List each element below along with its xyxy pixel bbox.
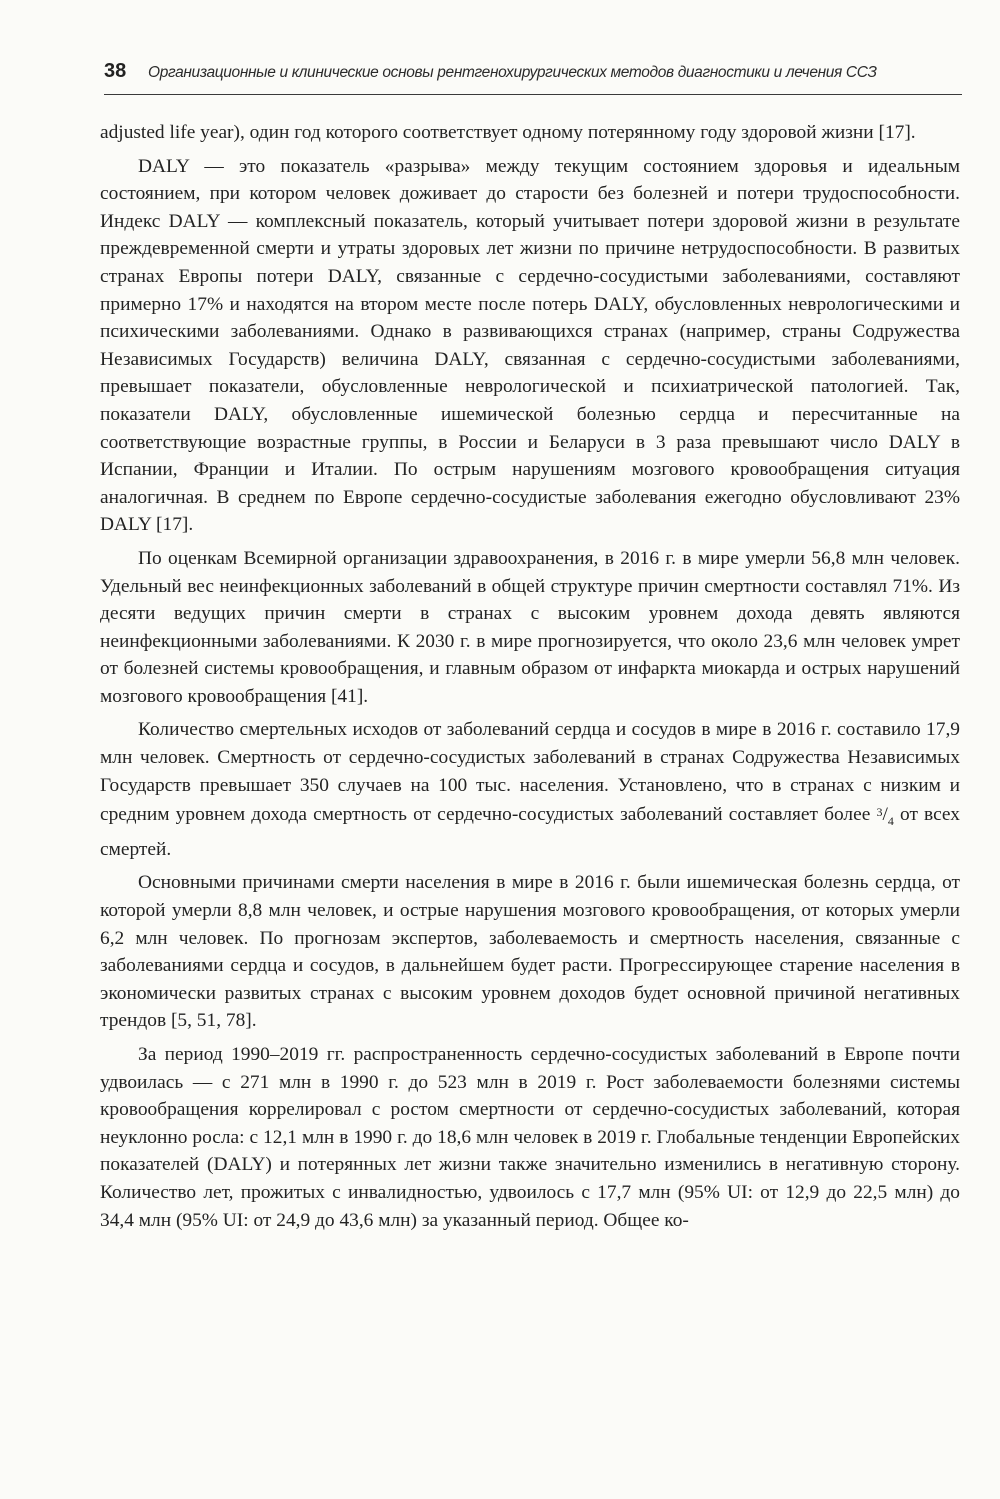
page-number: 38 <box>104 60 127 82</box>
cvd-mortality-tail: от всех смертей. <box>100 804 960 860</box>
body-text <box>100 119 960 1240</box>
paragraph-cvd-mortality <box>100 716 960 863</box>
running-title: Организационные и клинические основы рентгенохирургических методов диагностики и лечения ССЗ <box>148 64 877 81</box>
paragraph-daly-definition: DALY — это показатель «разрыва» между текущим состоянием здоровья и идеальным состоянием, при котором человек доживает до старости без болезней и потери трудоспособности. Индекс DALY — комплексный показатель, который учитывает потери здоровой жизни в результате преждевременной смерти и утраты здоровых лет жизни по причине нетрудоспособности. В развитых странах Европы потери DALY, связанные с сердечно-сосудистыми заболеваниями, составляют примерно 17% и находятся на втором месте после потерь DALY, обусловленных неврологическими и психическими заболеваниями. Однако в развивающихся странах (например, страны Содружества Независимых Государств) величина DALY, связанная с сердечно-сосудистыми заболеваниями, превышает показатели, обусловленные неврологической и психиатрической патологией. Так, показатели DALY, обусловленные ишемической болезнью сердца и пересчитанные на соответствующие возрастные группы, в России и Беларуси в 3 раза превышают число DALY в Испании, Франции и Италии. По острым нарушениям мозгового кровообращения ситуация аналогичная. В среднем по Европе сердечно-сосудистые заболевания ежегодно обусловливают 23% DALY [17]. <box>100 155 960 536</box>
paragraph-continuation: adjusted life year), один год которого соответствует одному потерянному году здоровой жизни [17]. <box>100 122 916 143</box>
fraction-separator: / <box>882 804 888 826</box>
fraction-numerator: 3 <box>876 805 883 820</box>
paragraph-who-estimates: По оценкам Всемирной организации здравоохранения, в 2016 г. в мире умерли 56,8 млн человек. Удельный вес неинфекционных заболеваний в общей структуре причин смертности составлял 71%. Из десяти ведущих причин смерти в странах с высоким уровнем дохода девять являются неинфекционными заболеваниями. К 2030 г. в мире прогнозируется, что около 23,6 млн человек умрет от болезней системы кровообращения, и главным образом от инфаркта миокарда и острых нарушений мозгового кровообращения [41]. <box>100 547 960 707</box>
cvd-mortality-text: Количество смертельных исходов от заболеваний сердца и сосудов в мире в 2016 г. составило 17,9 млн человек. Смертность от сердечно-сосудистых заболеваний в странах Содружества Независимых Государств превышает 350 случаев на 100 тыс. населения. Установлено, что в странах с низким и средним уровнем дохода смертность от сердечно-сосудистых заболеваний составляет более <box>100 719 960 826</box>
fraction-denominator: 4 <box>887 814 894 829</box>
fraction-three-quarters <box>876 804 894 829</box>
paragraph-main-causes: Основными причинами смерти населения в мире в 2016 г. были ишемическая болезнь сердца, от которой умерли 8,8 млн человек, и острые нарушения мозгового кровообращения, от которых умерли 6,2 млн человек. По прогнозам экспертов, заболеваемость и смертность населения, связанные с заболеваниями сердца и сосудов, в дальнейшем будет расти. Прогрессирующее старение населения в экономически развитых странах с высоким уровнем доходов будет основной причиной негативных трендов [5, 51, 78]. <box>100 872 960 1032</box>
running-header <box>104 58 962 95</box>
paragraph-europe-trends: За период 1990–2019 гг. распространенность сердечно-сосудистых заболеваний в Европе почти удвоилась — с 271 млн в 1990 г. до 523 млн в 2019 г. Рост заболеваемости болезнями системы кровообращения коррелировал с ростом смертности от сердечно-сосудистых заболеваний, которая неуклонно росла: с 12,1 млн в 1990 г. до 18,6 млн человек в 2019 г. Глобальные тенденции Европейских показателей (DALY) и потерянных лет жизни также значительно изменились в негативную сторону. Количество лет, прожитых с инвалидностью, удвоилось с 17,7 млн (95% UI: от 12,9 до 22,5 млн) до 34,4 млн (95% UI: от 24,9 до 43,6 млн) за указанный период. Общее ко- <box>100 1044 960 1231</box>
